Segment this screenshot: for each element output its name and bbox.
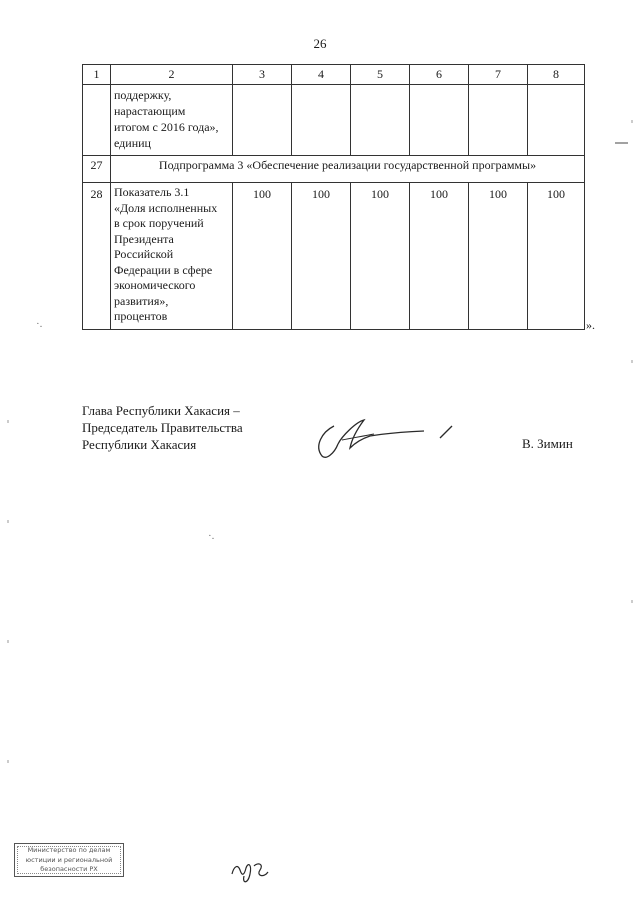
row-number: 28 bbox=[83, 183, 111, 330]
header-cell: 1 bbox=[83, 65, 111, 85]
header-cell: 8 bbox=[528, 65, 585, 85]
indicator-value: 100 bbox=[292, 183, 351, 330]
indicator-value: 100 bbox=[528, 183, 585, 330]
indicator-value: 100 bbox=[469, 183, 528, 330]
row-number: 27 bbox=[83, 156, 111, 183]
header-cell: 3 bbox=[233, 65, 292, 85]
stray-mark: ·. bbox=[208, 530, 215, 542]
subprogram-title: Подпрограмма 3 «Обеспечение реализации государственной программы» bbox=[111, 156, 585, 183]
header-cell: 7 bbox=[469, 65, 528, 85]
stray-mark: ·. bbox=[36, 318, 43, 330]
header-cell: 5 bbox=[351, 65, 410, 85]
stamp-text: Министерство по делам юстиции и региональной безопасности РХ bbox=[25, 846, 113, 873]
indicator-value: 100 bbox=[410, 183, 469, 330]
continuation-label: поддержку, нарастающим итогом с 2016 года», единиц bbox=[111, 85, 233, 156]
closing-quote: ». bbox=[586, 318, 595, 332]
header-cell: 6 bbox=[410, 65, 469, 85]
page-number: 26 bbox=[313, 36, 327, 51]
indicator-value: 100 bbox=[351, 183, 410, 330]
signatory-title: Глава Республики Хакасия – Председатель Правительства Республики Хакасия bbox=[82, 403, 243, 452]
indicator-value: 100 bbox=[233, 183, 292, 330]
signer-name: В. Зимин bbox=[522, 436, 573, 451]
header-cell: 2 bbox=[111, 65, 233, 85]
header-cell: 4 bbox=[292, 65, 351, 85]
indicator-label: Показатель 3.1 «Доля исполненных в срок поручений Президента Российской Федерации в сфере экономического развития», процентов bbox=[111, 183, 233, 330]
